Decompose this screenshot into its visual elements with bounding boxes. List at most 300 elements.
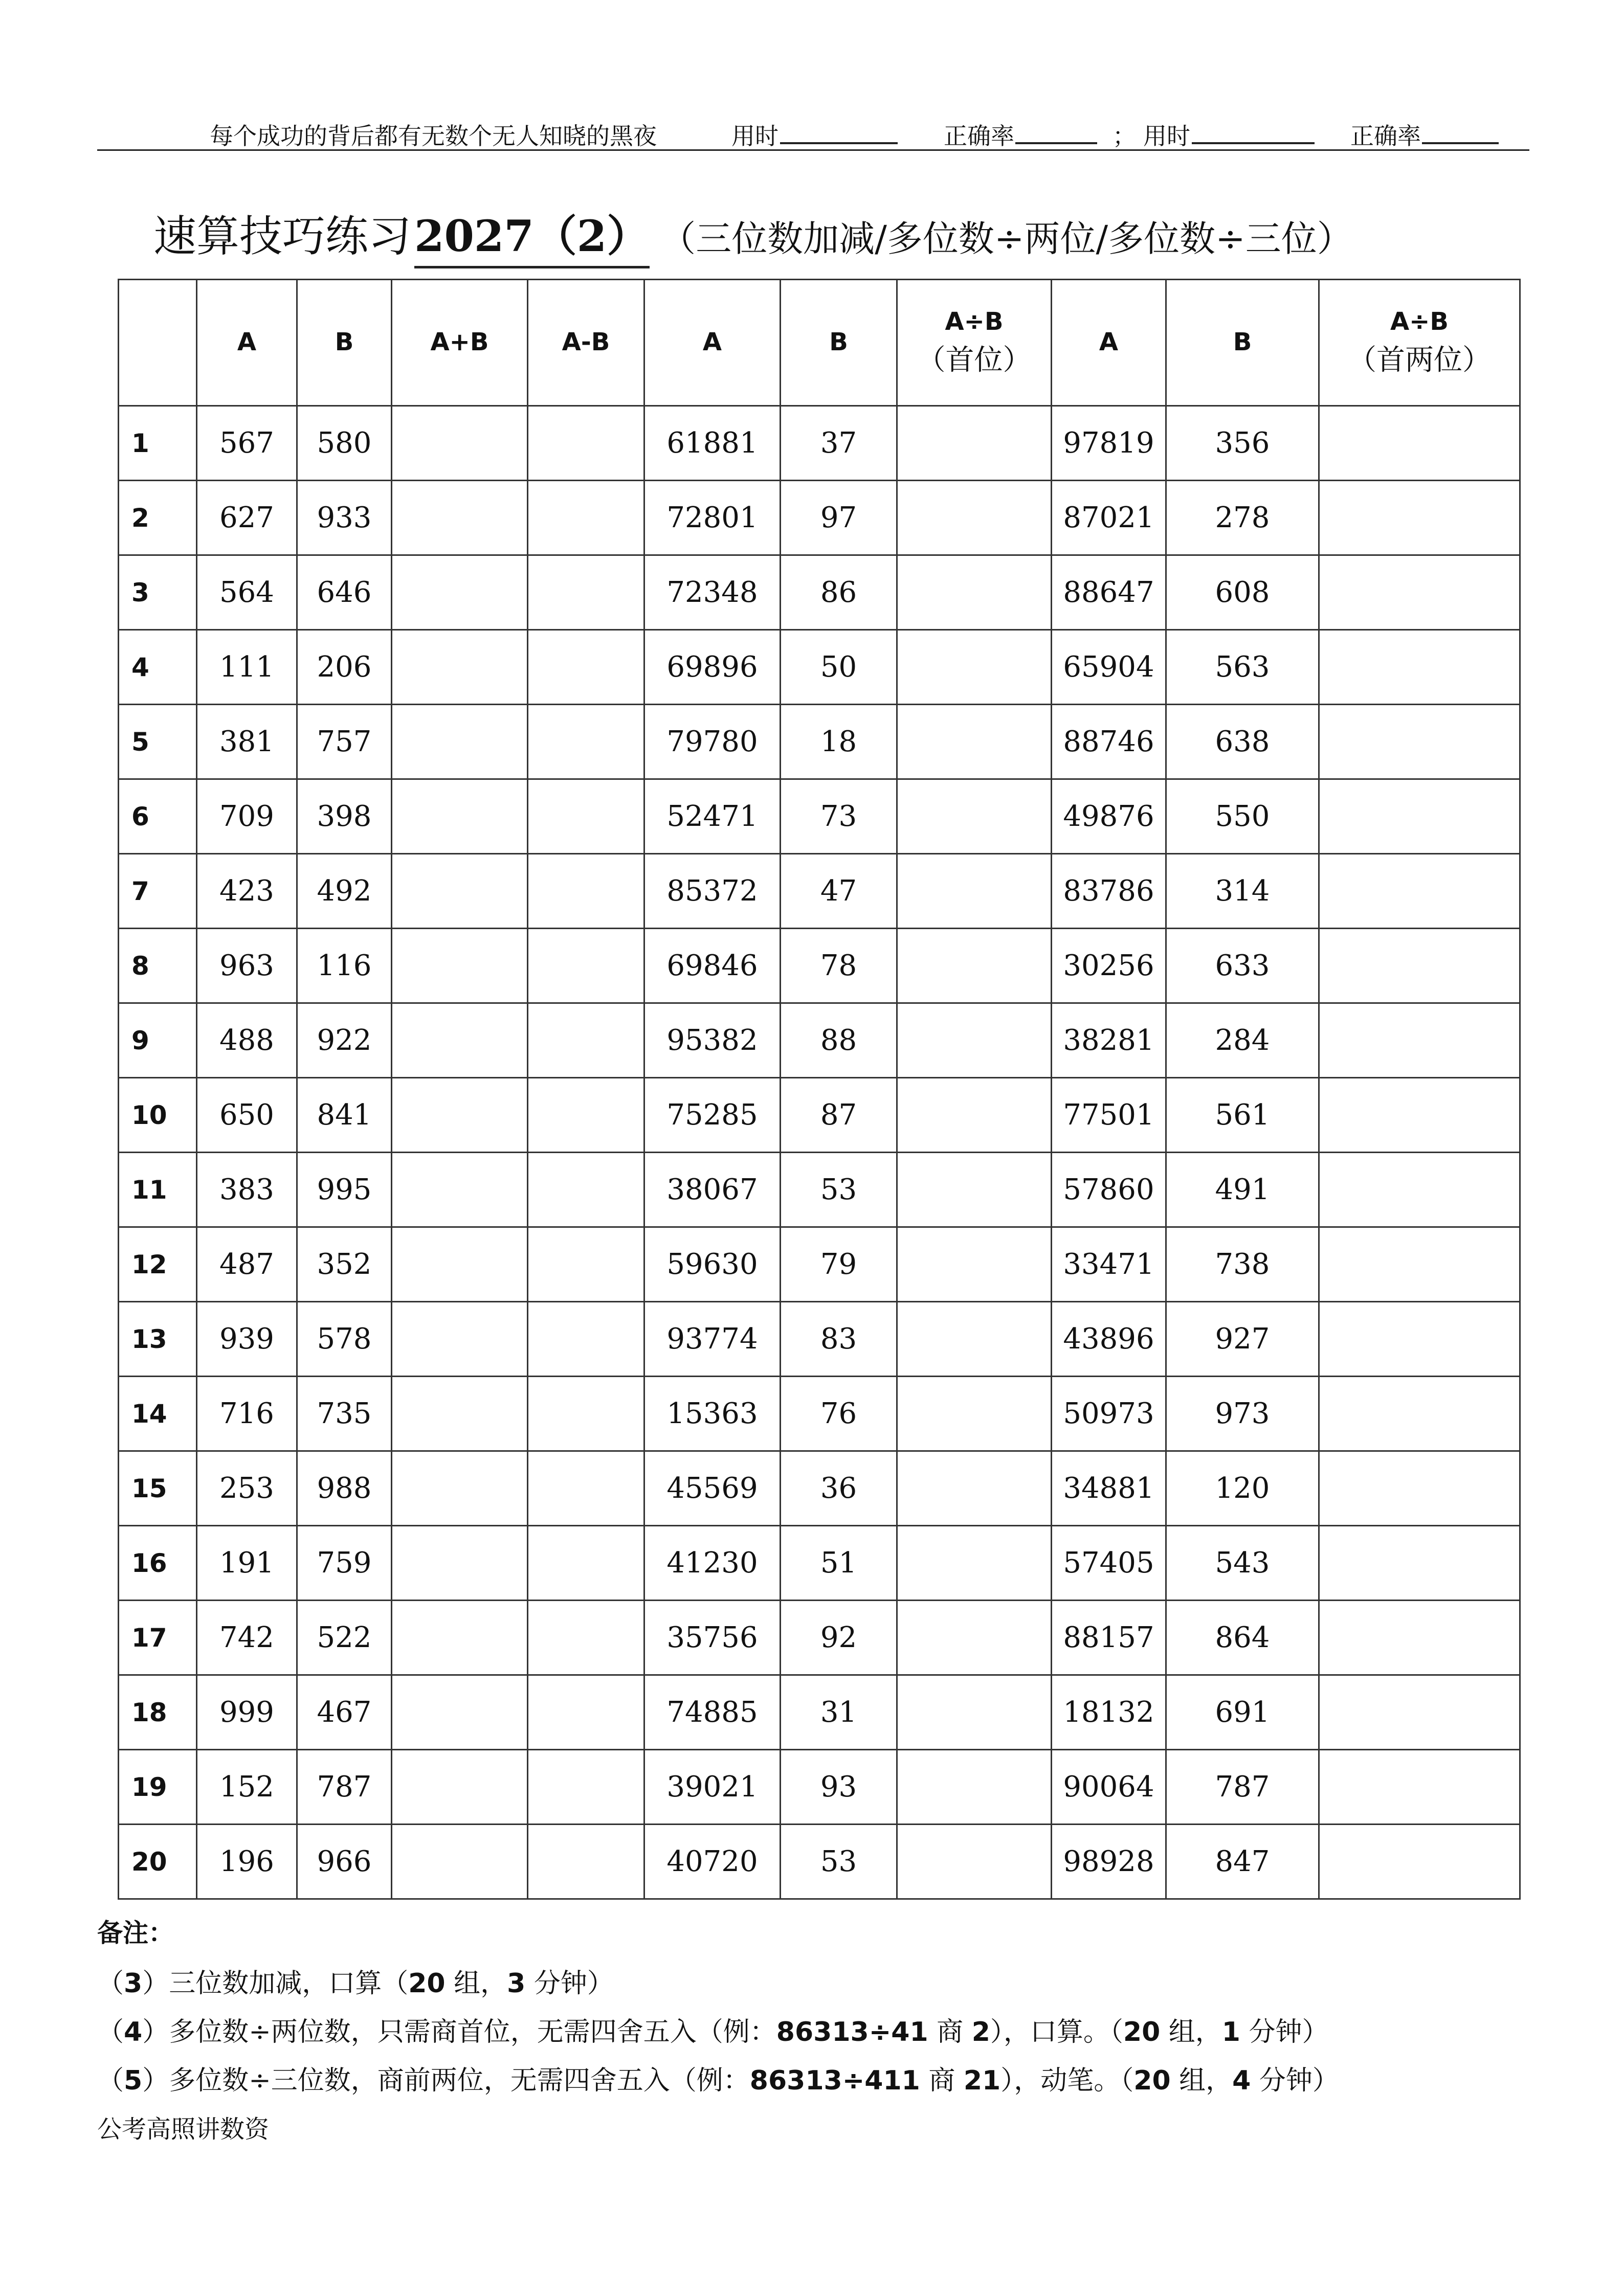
a2-value: 85372 xyxy=(644,854,781,929)
header-b3: B xyxy=(1166,280,1319,406)
a-minus-b-answer[interactable] xyxy=(528,1227,644,1302)
note-example: 86313÷411 xyxy=(749,2065,920,2096)
note-number: 4 xyxy=(1232,2065,1251,2096)
b2-value: 78 xyxy=(781,929,897,1003)
accuracy-blank-2[interactable] xyxy=(1422,142,1499,144)
b2-value: 86 xyxy=(781,555,897,630)
div-first-digit-answer[interactable] xyxy=(897,1227,1052,1302)
a-minus-b-answer[interactable] xyxy=(528,1377,644,1451)
note-number: 3 xyxy=(124,1968,143,1999)
table-row xyxy=(119,705,1520,779)
table-row xyxy=(119,481,1520,555)
table-row xyxy=(119,1526,1520,1601)
b2-value: 53 xyxy=(781,1153,897,1227)
a3-value: 98928 xyxy=(1052,1825,1166,1899)
a2-value: 69896 xyxy=(644,630,781,705)
div-first-digit-answer[interactable] xyxy=(897,630,1052,705)
div-first-two-answer[interactable] xyxy=(1319,929,1520,1003)
a2-value: 40720 xyxy=(644,1825,781,1899)
time-blank-2[interactable] xyxy=(1192,142,1315,144)
b2-value: 53 xyxy=(781,1825,897,1899)
b2-value: 88 xyxy=(781,1003,897,1078)
a3-value: 83786 xyxy=(1052,854,1166,929)
row-index: 9 xyxy=(119,1003,197,1078)
a3-value: 88746 xyxy=(1052,705,1166,779)
header-first-two-digits-note: （首两位） xyxy=(1348,344,1491,377)
div-first-digit-answer[interactable] xyxy=(897,779,1052,854)
note-text: （ xyxy=(97,2065,124,2096)
a2-value: 69846 xyxy=(644,929,781,1003)
header-a3: A xyxy=(1052,280,1166,406)
row-index: 16 xyxy=(119,1526,197,1601)
b3-value: 638 xyxy=(1166,705,1319,779)
a3-value: 38281 xyxy=(1052,1003,1166,1078)
a-value: 381 xyxy=(197,705,297,779)
a3-value: 30256 xyxy=(1052,929,1166,1003)
a-value: 191 xyxy=(197,1526,297,1601)
row-index: 13 xyxy=(119,1302,197,1377)
div-first-digit-answer[interactable] xyxy=(897,1675,1052,1750)
a-plus-b-answer[interactable] xyxy=(392,1078,528,1153)
page-title xyxy=(153,202,1534,261)
a3-value: 49876 xyxy=(1052,779,1166,854)
header-a-plus-b: A+B xyxy=(392,280,528,406)
a2-value: 74885 xyxy=(644,1675,781,1750)
separator: ； xyxy=(1113,122,1136,150)
b2-value: 83 xyxy=(781,1302,897,1377)
a2-value: 72348 xyxy=(644,555,781,630)
b-value: 580 xyxy=(297,406,392,481)
a-plus-b-answer[interactable] xyxy=(392,1227,528,1302)
div-first-digit-answer[interactable] xyxy=(897,1825,1052,1899)
a3-value: 87021 xyxy=(1052,481,1166,555)
row-index: 2 xyxy=(119,481,197,555)
notes xyxy=(97,1912,1529,2107)
b3-value: 278 xyxy=(1166,481,1319,555)
a-plus-b-answer[interactable] xyxy=(392,1003,528,1078)
note-number: 5 xyxy=(124,2065,143,2096)
b3-value: 633 xyxy=(1166,929,1319,1003)
div-first-digit-answer[interactable] xyxy=(897,1451,1052,1526)
a-plus-b-answer[interactable] xyxy=(392,1750,528,1825)
b-value: 492 xyxy=(297,854,392,929)
b2-value: 31 xyxy=(781,1675,897,1750)
a-plus-b-answer[interactable] xyxy=(392,1526,528,1601)
b3-value: 550 xyxy=(1166,779,1319,854)
a-minus-b-answer[interactable] xyxy=(528,854,644,929)
table-header-row xyxy=(119,280,1520,406)
b2-value: 51 xyxy=(781,1526,897,1601)
a-plus-b-answer[interactable] xyxy=(392,1451,528,1526)
note-number: 2 xyxy=(971,2017,990,2047)
a-value: 253 xyxy=(197,1451,297,1526)
a-minus-b-answer[interactable] xyxy=(528,1451,644,1526)
note-number: 4 xyxy=(124,2017,143,2047)
note-number: 20 xyxy=(1133,2065,1171,2096)
a-value: 742 xyxy=(197,1601,297,1675)
note-line-5 xyxy=(97,2059,1529,2097)
a-value: 939 xyxy=(197,1302,297,1377)
notes-title: 备注： xyxy=(97,1918,174,1948)
row-index: 10 xyxy=(119,1078,197,1153)
div-first-two-answer[interactable] xyxy=(1319,1302,1520,1377)
a3-value: 57860 xyxy=(1052,1153,1166,1227)
a2-value: 59630 xyxy=(644,1227,781,1302)
a-minus-b-answer[interactable] xyxy=(528,1526,644,1601)
note-text: （ xyxy=(97,1968,124,1999)
note-text: 组， xyxy=(445,1968,507,1999)
div-first-two-answer[interactable] xyxy=(1319,1003,1520,1078)
b3-value: 284 xyxy=(1166,1003,1319,1078)
a-value: 488 xyxy=(197,1003,297,1078)
a-plus-b-answer[interactable] xyxy=(392,929,528,1003)
accuracy-blank-1[interactable] xyxy=(1015,142,1097,144)
row-index: 7 xyxy=(119,854,197,929)
table-row xyxy=(119,1078,1520,1153)
div-first-two-answer[interactable] xyxy=(1319,1078,1520,1153)
title-subtitle: （三位数加减/多位数÷两位/多位数÷三位） xyxy=(660,218,1353,260)
a-minus-b-answer[interactable] xyxy=(528,1078,644,1153)
a-plus-b-answer[interactable] xyxy=(392,1601,528,1675)
row-index: 19 xyxy=(119,1750,197,1825)
div-first-digit-answer[interactable] xyxy=(897,1750,1052,1825)
a3-value: 65904 xyxy=(1052,630,1166,705)
div-first-two-answer[interactable] xyxy=(1319,1825,1520,1899)
b2-value: 87 xyxy=(781,1078,897,1153)
a-value: 627 xyxy=(197,481,297,555)
time-label-2: 用时 xyxy=(1143,122,1190,150)
table-row xyxy=(119,555,1520,630)
note-text: （ xyxy=(97,2017,124,2047)
div-first-two-answer[interactable] xyxy=(1319,854,1520,929)
a3-value: 97819 xyxy=(1052,406,1166,481)
a-value: 487 xyxy=(197,1227,297,1302)
b2-value: 93 xyxy=(781,1750,897,1825)
b-value: 735 xyxy=(297,1377,392,1451)
b3-value: 543 xyxy=(1166,1526,1319,1601)
a-plus-b-answer[interactable] xyxy=(392,1675,528,1750)
a2-value: 15363 xyxy=(644,1377,781,1451)
b-value: 757 xyxy=(297,705,392,779)
b-value: 841 xyxy=(297,1078,392,1153)
note-example: 86313÷41 xyxy=(776,2017,928,2047)
b-value: 398 xyxy=(297,779,392,854)
div-first-two-answer[interactable] xyxy=(1319,1675,1520,1750)
div-first-two-answer[interactable] xyxy=(1319,1377,1520,1451)
a-plus-b-answer[interactable] xyxy=(392,1377,528,1451)
header-b2: B xyxy=(781,280,897,406)
header-a2: A xyxy=(644,280,781,406)
a2-value: 41230 xyxy=(644,1526,781,1601)
b2-value: 92 xyxy=(781,1601,897,1675)
table-row xyxy=(119,1750,1520,1825)
b3-value: 563 xyxy=(1166,630,1319,705)
table-row xyxy=(119,1302,1520,1377)
note-number: 20 xyxy=(408,1968,446,1999)
a-minus-b-answer[interactable] xyxy=(528,630,644,705)
a3-value: 77501 xyxy=(1052,1078,1166,1153)
a-minus-b-answer[interactable] xyxy=(528,1675,644,1750)
div-first-digit-answer[interactable] xyxy=(897,1153,1052,1227)
b-value: 467 xyxy=(297,1675,392,1750)
div-first-two-answer[interactable] xyxy=(1319,1601,1520,1675)
table-row xyxy=(119,1675,1520,1750)
note-line-3 xyxy=(97,1962,1529,2000)
note-text: ）多位数÷三位数，商前两位，无需四舍五入（例： xyxy=(142,2065,750,2096)
row-index: 8 xyxy=(119,929,197,1003)
b3-value: 491 xyxy=(1166,1153,1319,1227)
a3-value: 57405 xyxy=(1052,1526,1166,1601)
table-row xyxy=(119,929,1520,1003)
a-minus-b-answer[interactable] xyxy=(528,406,644,481)
div-first-two-answer[interactable] xyxy=(1319,406,1520,481)
header-a-minus-b: A-B xyxy=(528,280,644,406)
a-minus-b-answer[interactable] xyxy=(528,481,644,555)
motto: 每个成功的背后都有无数个无人知晓的黑夜 xyxy=(210,122,657,150)
div-first-digit-answer[interactable] xyxy=(897,854,1052,929)
a3-value: 33471 xyxy=(1052,1227,1166,1302)
b-value: 116 xyxy=(297,929,392,1003)
b-value: 988 xyxy=(297,1451,392,1526)
b-value: 922 xyxy=(297,1003,392,1078)
div-first-digit-answer[interactable] xyxy=(897,1302,1052,1377)
a-value: 383 xyxy=(197,1153,297,1227)
note-text: ），动笔。（ xyxy=(1000,2065,1134,2096)
table-row xyxy=(119,1601,1520,1675)
a-plus-b-answer[interactable] xyxy=(392,406,528,481)
div-first-digit-answer[interactable] xyxy=(897,555,1052,630)
a-minus-b-answer[interactable] xyxy=(528,1601,644,1675)
accuracy-label-2: 正确率 xyxy=(1350,122,1421,150)
div-first-digit-answer[interactable] xyxy=(897,1003,1052,1078)
time-blank-1[interactable] xyxy=(780,142,898,144)
note-text: 商 xyxy=(920,2065,964,2096)
table-row xyxy=(119,1451,1520,1526)
header-a-div-b-label: A÷B xyxy=(945,307,1004,336)
b-value: 206 xyxy=(297,630,392,705)
b2-value: 76 xyxy=(781,1377,897,1451)
div-first-two-answer[interactable] xyxy=(1319,481,1520,555)
b3-value: 927 xyxy=(1166,1302,1319,1377)
div-first-digit-answer[interactable] xyxy=(897,481,1052,555)
b-value: 759 xyxy=(297,1526,392,1601)
div-first-two-answer[interactable] xyxy=(1319,1153,1520,1227)
b2-value: 50 xyxy=(781,630,897,705)
b3-value: 847 xyxy=(1166,1825,1319,1899)
b2-value: 18 xyxy=(781,705,897,779)
a-minus-b-answer[interactable] xyxy=(528,1750,644,1825)
b2-value: 73 xyxy=(781,779,897,854)
div-first-digit-answer[interactable] xyxy=(897,1526,1052,1601)
a-value: 423 xyxy=(197,854,297,929)
div-first-digit-answer[interactable] xyxy=(897,705,1052,779)
div-first-two-answer[interactable] xyxy=(1319,630,1520,705)
b3-value: 356 xyxy=(1166,406,1319,481)
a-value: 963 xyxy=(197,929,297,1003)
a3-value: 50973 xyxy=(1052,1377,1166,1451)
b-value: 966 xyxy=(297,1825,392,1899)
table-row xyxy=(119,1153,1520,1227)
div-first-digit-answer[interactable] xyxy=(897,1377,1052,1451)
table-row xyxy=(119,630,1520,705)
b2-value: 97 xyxy=(781,481,897,555)
note-text: 组， xyxy=(1170,2065,1233,2096)
row-index: 11 xyxy=(119,1153,197,1227)
a2-value: 93774 xyxy=(644,1302,781,1377)
a-plus-b-answer[interactable] xyxy=(392,555,528,630)
div-first-digit-answer[interactable] xyxy=(897,1078,1052,1153)
b3-value: 787 xyxy=(1166,1750,1319,1825)
a-minus-b-answer[interactable] xyxy=(528,1003,644,1078)
a-value: 716 xyxy=(197,1377,297,1451)
a-value: 564 xyxy=(197,555,297,630)
div-first-digit-answer[interactable] xyxy=(897,929,1052,1003)
a-minus-b-answer[interactable] xyxy=(528,929,644,1003)
footer-credit: 公考高照讲数资 xyxy=(97,2115,270,2144)
row-index: 1 xyxy=(119,406,197,481)
b3-value: 864 xyxy=(1166,1601,1319,1675)
a-minus-b-answer[interactable] xyxy=(528,555,644,630)
b-value: 646 xyxy=(297,555,392,630)
div-first-two-answer[interactable] xyxy=(1319,1750,1520,1825)
a2-value: 61881 xyxy=(644,406,781,481)
a2-value: 39021 xyxy=(644,1750,781,1825)
b-value: 933 xyxy=(297,481,392,555)
a3-value: 88647 xyxy=(1052,555,1166,630)
table-row xyxy=(119,1227,1520,1302)
note-line-4 xyxy=(97,2010,1529,2049)
a-minus-b-answer[interactable] xyxy=(528,1153,644,1227)
b-value: 352 xyxy=(297,1227,392,1302)
table-row xyxy=(119,406,1520,481)
row-index: 15 xyxy=(119,1451,197,1526)
a2-value: 38067 xyxy=(644,1153,781,1227)
b2-value: 79 xyxy=(781,1227,897,1302)
table-row xyxy=(119,1377,1520,1451)
header-b: B xyxy=(297,280,392,406)
b2-value: 47 xyxy=(781,854,897,929)
a-plus-b-answer[interactable] xyxy=(392,854,528,929)
row-index: 6 xyxy=(119,779,197,854)
table-row xyxy=(119,779,1520,854)
div-first-two-answer[interactable] xyxy=(1319,779,1520,854)
page-header xyxy=(97,114,1529,151)
a2-value: 45569 xyxy=(644,1451,781,1526)
div-first-digit-answer[interactable] xyxy=(897,1601,1052,1675)
b3-value: 120 xyxy=(1166,1451,1319,1526)
note-text: 组， xyxy=(1160,2017,1222,2047)
b3-value: 561 xyxy=(1166,1078,1319,1153)
table-row xyxy=(119,1003,1520,1078)
a2-value: 75285 xyxy=(644,1078,781,1153)
header-a-div-b-first-two xyxy=(1319,280,1520,406)
a2-value: 72801 xyxy=(644,481,781,555)
div-first-two-answer[interactable] xyxy=(1319,555,1520,630)
row-index: 17 xyxy=(119,1601,197,1675)
exercise-table xyxy=(118,279,1521,1900)
note-text: ）三位数加减，口算（ xyxy=(142,1968,409,1999)
note-number: 21 xyxy=(963,2065,1001,2096)
b3-value: 973 xyxy=(1166,1377,1319,1451)
a-minus-b-answer[interactable] xyxy=(528,1302,644,1377)
a-plus-b-answer[interactable] xyxy=(392,1153,528,1227)
note-text: 商 xyxy=(928,2017,972,2047)
time-label-1: 用时 xyxy=(731,122,778,150)
header-first-digit-note: （首位） xyxy=(917,344,1032,377)
b3-value: 314 xyxy=(1166,854,1319,929)
row-index: 14 xyxy=(119,1377,197,1451)
a3-value: 90064 xyxy=(1052,1750,1166,1825)
a2-value: 95382 xyxy=(644,1003,781,1078)
a-value: 111 xyxy=(197,630,297,705)
a-value: 999 xyxy=(197,1675,297,1750)
a-plus-b-answer[interactable] xyxy=(392,779,528,854)
title-code: 2027（2） xyxy=(414,202,650,268)
a3-value: 34881 xyxy=(1052,1451,1166,1526)
a-value: 709 xyxy=(197,779,297,854)
row-index: 4 xyxy=(119,630,197,705)
accuracy-label-1: 正确率 xyxy=(944,122,1014,150)
note-number: 3 xyxy=(507,1968,526,1999)
b2-value: 36 xyxy=(781,1451,897,1526)
a3-value: 43896 xyxy=(1052,1302,1166,1377)
note-text: 分钟） xyxy=(1251,2065,1339,2096)
a-plus-b-answer[interactable] xyxy=(392,1825,528,1899)
a-minus-b-answer[interactable] xyxy=(528,705,644,779)
a2-value: 79780 xyxy=(644,705,781,779)
table-row xyxy=(119,1825,1520,1899)
a-value: 196 xyxy=(197,1825,297,1899)
note-number: 20 xyxy=(1123,2017,1161,2047)
a-plus-b-answer[interactable] xyxy=(392,481,528,555)
note-number: 1 xyxy=(1221,2017,1240,2047)
b-value: 787 xyxy=(297,1750,392,1825)
a-plus-b-answer[interactable] xyxy=(392,1302,528,1377)
header-a-div-b-first xyxy=(897,280,1052,406)
div-first-two-answer[interactable] xyxy=(1319,1451,1520,1526)
b3-value: 608 xyxy=(1166,555,1319,630)
a3-value: 88157 xyxy=(1052,1601,1166,1675)
header-a-div-b-label-2: A÷B xyxy=(1390,307,1449,336)
row-index: 5 xyxy=(119,705,197,779)
div-first-two-answer[interactable] xyxy=(1319,1227,1520,1302)
header-index xyxy=(119,280,197,406)
b3-value: 738 xyxy=(1166,1227,1319,1302)
a-minus-b-answer[interactable] xyxy=(528,1825,644,1899)
note-text: 分钟） xyxy=(525,1968,614,1999)
row-index: 3 xyxy=(119,555,197,630)
table-row xyxy=(119,854,1520,929)
div-first-two-answer[interactable] xyxy=(1319,1526,1520,1601)
title-main: 速算技巧练习 xyxy=(153,211,412,261)
note-text: 分钟） xyxy=(1240,2017,1329,2047)
div-first-two-answer[interactable] xyxy=(1319,705,1520,779)
row-index: 12 xyxy=(119,1227,197,1302)
b-value: 522 xyxy=(297,1601,392,1675)
a-minus-b-answer[interactable] xyxy=(528,779,644,854)
a-plus-b-answer[interactable] xyxy=(392,705,528,779)
a-plus-b-answer[interactable] xyxy=(392,630,528,705)
a2-value: 52471 xyxy=(644,779,781,854)
b3-value: 691 xyxy=(1166,1675,1319,1750)
row-index: 20 xyxy=(119,1825,197,1899)
header-a: A xyxy=(197,280,297,406)
a3-value: 18132 xyxy=(1052,1675,1166,1750)
a-value: 567 xyxy=(197,406,297,481)
div-first-digit-answer[interactable] xyxy=(897,406,1052,481)
note-text: ）多位数÷两位数，只需商首位，无需四舍五入（例： xyxy=(142,2017,776,2047)
b-value: 995 xyxy=(297,1153,392,1227)
